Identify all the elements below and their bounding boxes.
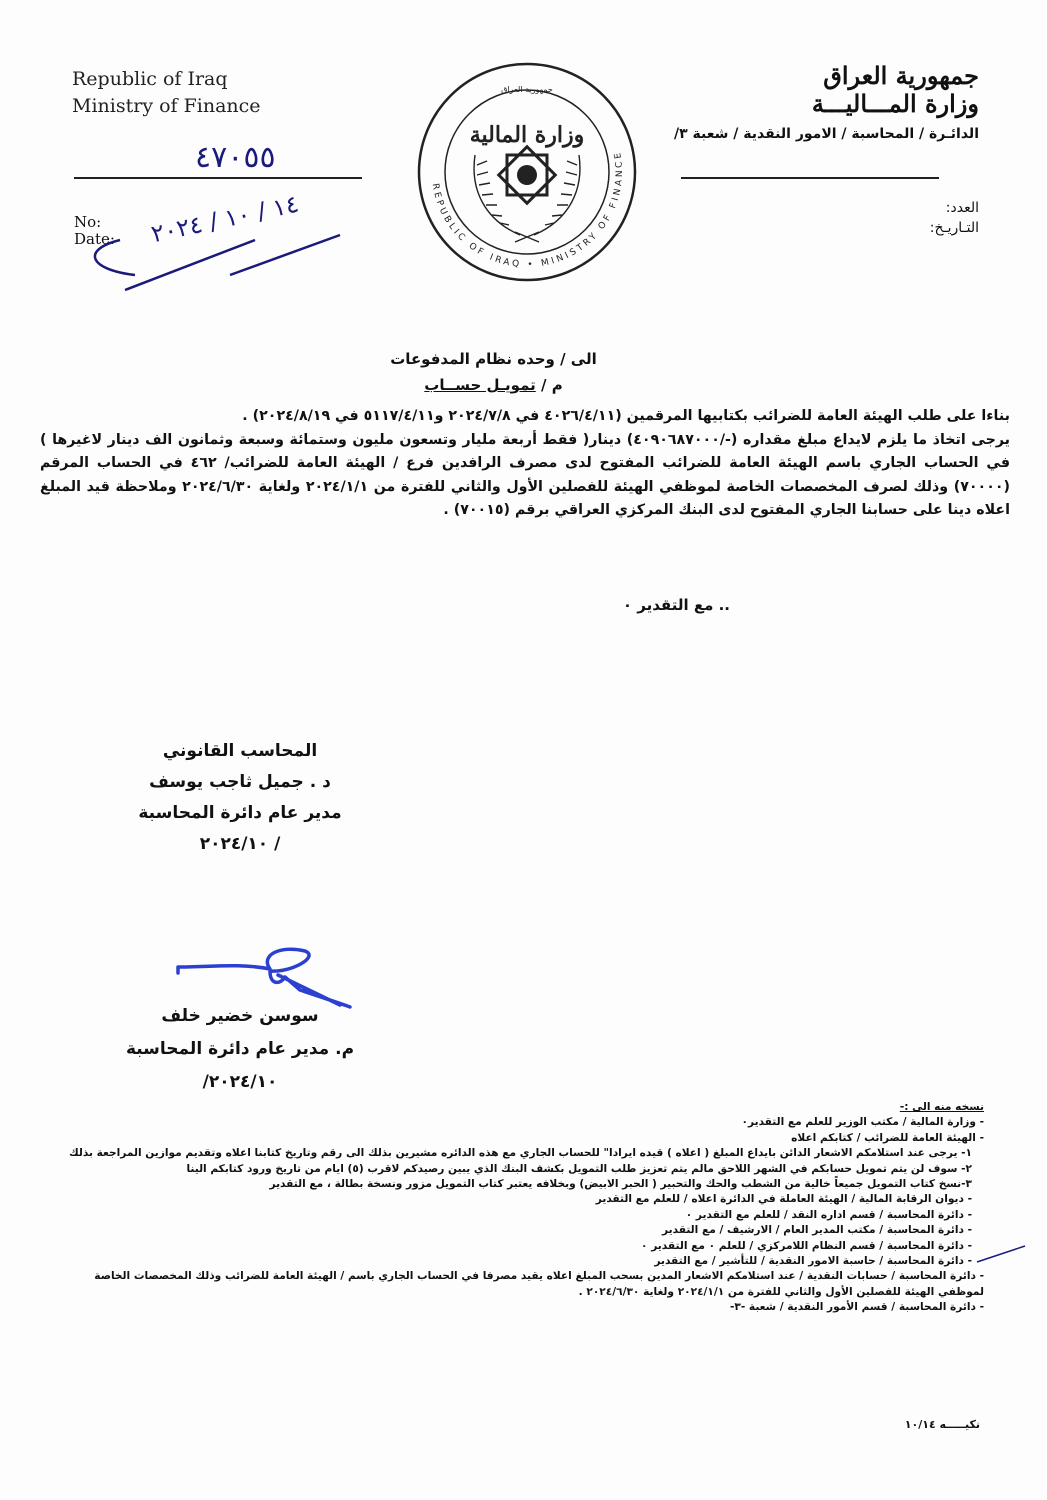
archive-check-mark — [975, 1244, 1030, 1264]
english-republic: Republic of Iraq — [72, 68, 228, 90]
arabic-department: الدائـرة / المحاسبة / الامور النقدية / شعبة ٣/ — [673, 126, 979, 142]
copy-item: - دائرة المحاسبة / حسابات النقدية / عند استلامكم الاشعار المدين بسحب المبلغ اعلاه يقيد مصرفا في الحساب الجاري باسم / الهيئة العامة للضرائب وذلك المخصصات الخاصة — [94, 1270, 984, 1283]
signatory-title: المحاسب القانوني — [162, 741, 318, 761]
header-rule-left — [74, 177, 362, 179]
addressee-block — [0, 346, 1047, 398]
subject: تمويـل حســاب — [424, 376, 536, 394]
body-paragraph-reference: بناءا على طلب الهيئة العامة للضرائب بكتابيها المرقمين (٤٠٢٦/٤/١١ في ٢٠٢٤/٧/٨ و٥١١٧/٤/١١ في ٢٠٢٤/٨/١٩) . — [242, 408, 1010, 424]
arabic-letterhead — [674, 62, 979, 142]
copies-list — [30, 1100, 984, 1316]
regards: .. مع التقدير ٠ — [622, 596, 730, 614]
arabic-number-label: العدد: — [945, 200, 979, 216]
copy-item: ١- يرجى عند استلامكم الاشعار الدائن بايداع المبلغ ( اعلاه ) قيده ايرادا" للحساب الجاري مع هذه الدائره مشيرين بذلك الى رقم وتاريخ كتابنا اعلاه وتقديم موازين المراجعة بذلك — [68, 1147, 972, 1160]
english-ministry: Ministry of Finance — [72, 95, 261, 117]
signature-block-deputy — [120, 1000, 360, 1099]
body-paragraph-request: يرجى اتخاذ ما يلزم لايداع مبلغ مقداره (-/٤٠٩٠٦٨٧٠٠٠) دينار( فقط أربعة مليار وتسعون مليون وستمائة وسبعة وثمانون الف دينار لاغيرها ) في الحساب الجاري باسم الهيئة العامة للضرائب المفتوح لدى مصرف الرافدين فرع / الهيئة العامة للضرائب/ ٤٦٢ في الحساب المرقم (٧٠٠٠٠) وذلك لصرف المخصصات الخاصة لموظفي الهيئة للفصلين الأول والثاني للفترة من ٢٠٢٤/١/١ ولغاية ٢٠٢٤/٦/٣٠ وملاحظة قيد المبلغ اعلاه دينا على حسابنا الجاري المفتوح لدى البنك المركزي العراقي برقم (٧٠٠١٥) . — [40, 431, 1010, 519]
arabic-number-date-labels — [930, 198, 979, 238]
copy-item: - دائرة المحاسبة / قسم النظام اللامركزي / للعلم ٠ مع التقدير ٠ — [641, 1239, 972, 1252]
copy-item: - ديوان الرقابة المالية / الهيئة العاملة في الدائرة اعلاه / للعلم مع التقدير — [595, 1193, 972, 1206]
addressee: الى / وحده نظام المدفوعات — [390, 350, 597, 368]
handwritten-date: ١٤ / ١٠ / ٢٠٢٤ — [148, 189, 302, 249]
signatory-position: مدير عام دائرة المحاسبة — [138, 803, 342, 823]
arabic-ministry: وزارة المـــاليـــة — [811, 89, 979, 118]
seal-ring-text: REPUBLIC OF IRAQ • MINISTRY OF FINANCE — [429, 149, 626, 271]
seal-arabic-top: جمهورية العراق — [501, 85, 553, 94]
signatory-name: سوسن خضير خلف — [161, 1006, 319, 1026]
signatory-name: د . جميل ثاجب يوسف — [149, 772, 331, 792]
copy-item: - دائرة المحاسبة / مكتب المدير العام / الارشيف / مع التقدير — [662, 1224, 972, 1237]
signatory-date: / ٢٠٢٤/١٠ — [199, 834, 281, 854]
copy-item: - وزارة المالية / مكتب الوزير للعلم مع التقدير٠ — [741, 1116, 984, 1129]
ministry-seal — [415, 60, 640, 285]
signatory-position: م. مدير عام دائرة المحاسبة — [125, 1039, 355, 1059]
handwritten-number: ٤٧٠٥٥ — [195, 140, 276, 175]
seal-arabic-center: وزارة المالية — [469, 122, 585, 148]
english-number-label: No: — [74, 213, 102, 231]
handwritten-date-strokes — [80, 210, 380, 300]
subject-prefix: م / — [535, 376, 563, 394]
copy-item: - دائرة المحاسبة / حاسبة الامور النقدية / للتأشير / مع التقدير — [654, 1255, 972, 1268]
copy-item: - دائرة المحاسبة / قسم اداره النقد / للعلم مع التقدير ٠ — [685, 1208, 972, 1221]
header-rule-right — [681, 177, 939, 179]
copy-item: ٢- سوف لن يتم تمويل حسابكم في الشهر اللاحق مالم يتم تعزيز طلب التمويل بكشف البنك الذي يبين رصيدكم لاقرب (٥) ايام من تاريخ ورود كتابكم الينا — [186, 1162, 972, 1175]
signature-block-accountant — [120, 736, 360, 860]
arabic-republic: جمهورية العراق — [823, 61, 979, 90]
english-date-label: Date: — [74, 230, 115, 248]
seal-star-ornament — [499, 147, 556, 204]
letter-body — [40, 405, 1010, 523]
subject-line — [0, 372, 987, 398]
copy-item: - الهيئة العامة للضرائب / كتابكم اعلاه — [791, 1131, 984, 1144]
copy-item: - دائرة المحاسبة / قسم الأمور النقدية / شعبة -٣- — [729, 1301, 984, 1314]
copies-title: نسخه منه الى :- — [899, 1101, 984, 1113]
english-letterhead — [72, 66, 261, 120]
copy-item: ٣-نسخ كتاب التمويل جميعاً خالية من الشطب والحك والتحبير ( الحبر الابيض) وبخلافه يعتبر كتاب التمويل مزور ونسخة بطالة ، مع التقدير — [269, 1178, 972, 1191]
arabic-date-label: التـاريـخ: — [929, 220, 979, 236]
typist-note: نكيـــــه ١٠/١٤ — [904, 1418, 980, 1431]
signatory-date: ٢٠٢٤/١٠/ — [202, 1072, 278, 1092]
copy-item: لموظفي الهيئة للفصلين الأول والثاني للفترة من ٢٠٢٤/١/١ ولغاية ٢٠٢٤/٦/٣٠ . — [578, 1285, 984, 1298]
